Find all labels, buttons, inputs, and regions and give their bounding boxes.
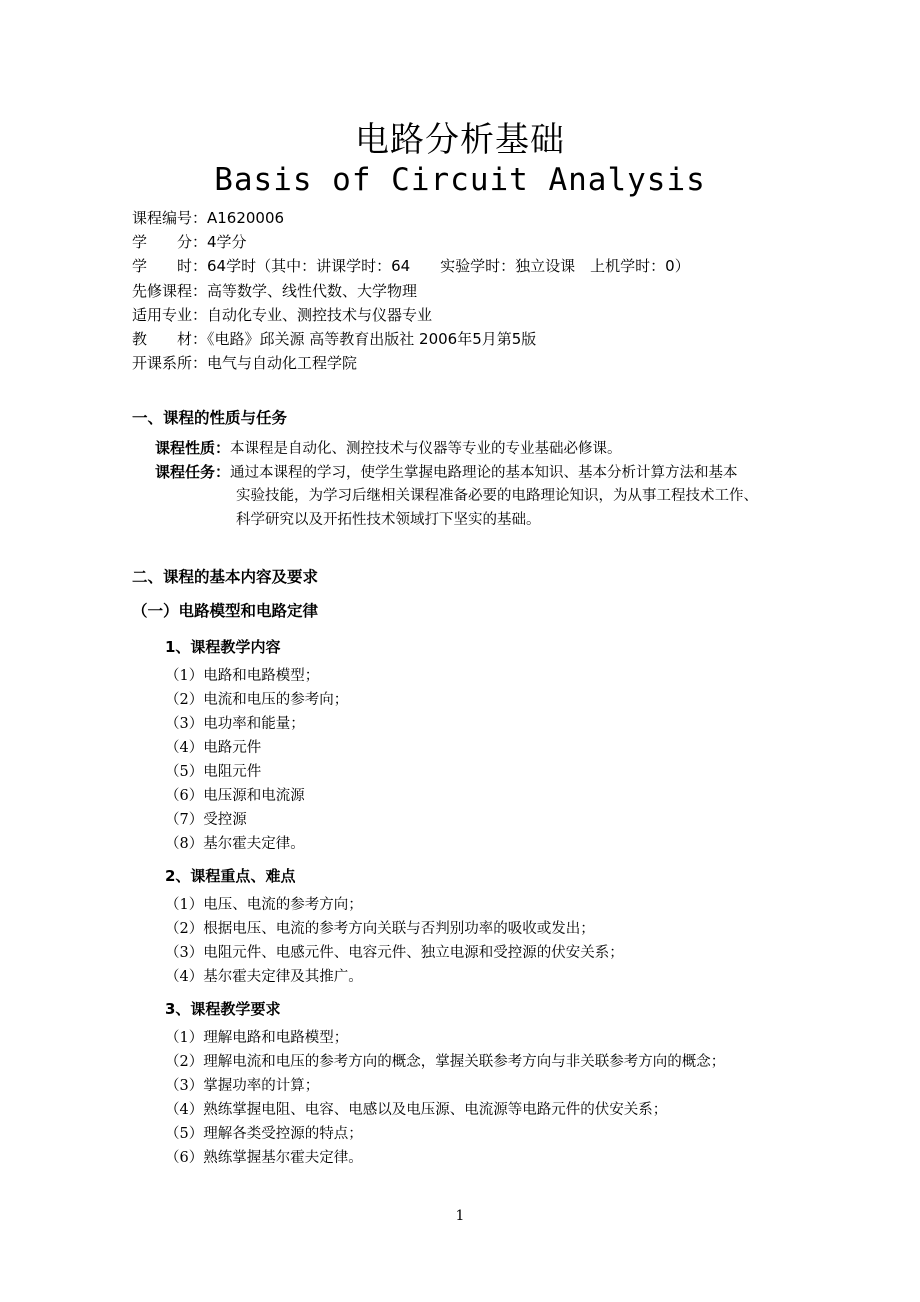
list-item: （3）电阻元件、电感元件、电容元件、独立电源和受控源的伏安关系； (165, 945, 624, 961)
list-item: （3）掌握功率的计算； (165, 1078, 320, 1094)
meta-credits: 学 分：4学分 (132, 233, 247, 252)
list-item: （1）电压、电流的参考方向； (165, 897, 363, 913)
meta-majors: 适用专业：自动化专业、测控技术与仪器专业 (132, 305, 433, 324)
meta-hours: 学 时：64学时（其中：讲课学时：64 实验学时：独立设课 上机学时：0） (132, 257, 690, 276)
list-item: （6）熟练掌握基尔霍夫定律。 (165, 1150, 363, 1166)
course-task-line: 实验技能，为学习后继相关课程准备必要的电路理论知识，为从事工程技术工作、 (236, 488, 758, 504)
list-item: （1）理解电路和电路模型； (165, 1030, 349, 1046)
list-item: （5）电阻元件 (165, 764, 262, 780)
list-item: （8）基尔霍夫定律。 (165, 836, 305, 852)
course-meta (132, 206, 832, 375)
teaching-requirements-heading: 3、课程教学要求 (165, 1000, 281, 1018)
meta-textbook: 教 材：《电路》邱关源 高等教育出版社 2006年5月第5版 (132, 329, 537, 348)
list-item: （7）受控源 (165, 812, 247, 828)
subsection-heading-circuit-models: （一）电路模型和电路定律 (132, 602, 319, 620)
list-item: （2）根据电压、电流的参考方向关联与否判别功率的吸收或发出； (165, 921, 595, 937)
list-item: （6）电压源和电流源 (165, 788, 305, 804)
course-task-line: 通过本课程的学习，使学生掌握电路理论的基本知识、基本分析计算方法和基本 (230, 465, 738, 481)
course-nature-text: 本课程是自动化、测控技术与仪器等专业的专业基础必修课。 (230, 441, 622, 457)
key-points-heading: 2、课程重点、难点 (165, 867, 296, 885)
list-item: （4）电路元件 (165, 740, 262, 756)
meta-department: 开课系所：电气与自动化工程学院 (132, 354, 358, 373)
meta-course-code: 课程编号：A1620006 (132, 209, 285, 227)
list-item: （5）理解各类受控源的特点； (165, 1126, 363, 1142)
teaching-content-heading: 1、课程教学内容 (165, 638, 281, 656)
course-nature (155, 436, 622, 460)
list-item: （4）熟练掌握电阻、电容、电感以及电压源、电流源等电路元件的伏安关系； (165, 1102, 668, 1118)
course-title-english: Basis of Circuit Analysis (214, 162, 706, 198)
list-item: （1）电路和电路模型； (165, 668, 320, 684)
list-item: （2）理解电流和电压的参考方向的概念，掌握关联参考方向与非关联参考方向的概念； (165, 1054, 726, 1070)
course-task-label: 课程任务： (155, 463, 231, 481)
course-title-chinese: 电路分析基础 (355, 120, 565, 160)
meta-prerequisites: 先修课程：高等数学、线性代数、大学物理 (132, 281, 418, 300)
list-item: （3）电功率和能量； (165, 716, 305, 732)
list-item: （2）电流和电压的参考向； (165, 692, 349, 708)
section-heading-content-requirements: 二、课程的基本内容及要求 (132, 568, 319, 586)
list-item: （4）基尔霍夫定律及其推广。 (165, 969, 363, 985)
section-heading-nature-tasks: 一、课程的性质与任务 (132, 409, 288, 427)
course-nature-label: 课程性质： (155, 439, 231, 457)
page-number: 1 (455, 1208, 465, 1224)
course-task-line: 科学研究以及开拓性技术领域打下坚实的基础。 (236, 512, 541, 528)
course-task (155, 460, 738, 484)
